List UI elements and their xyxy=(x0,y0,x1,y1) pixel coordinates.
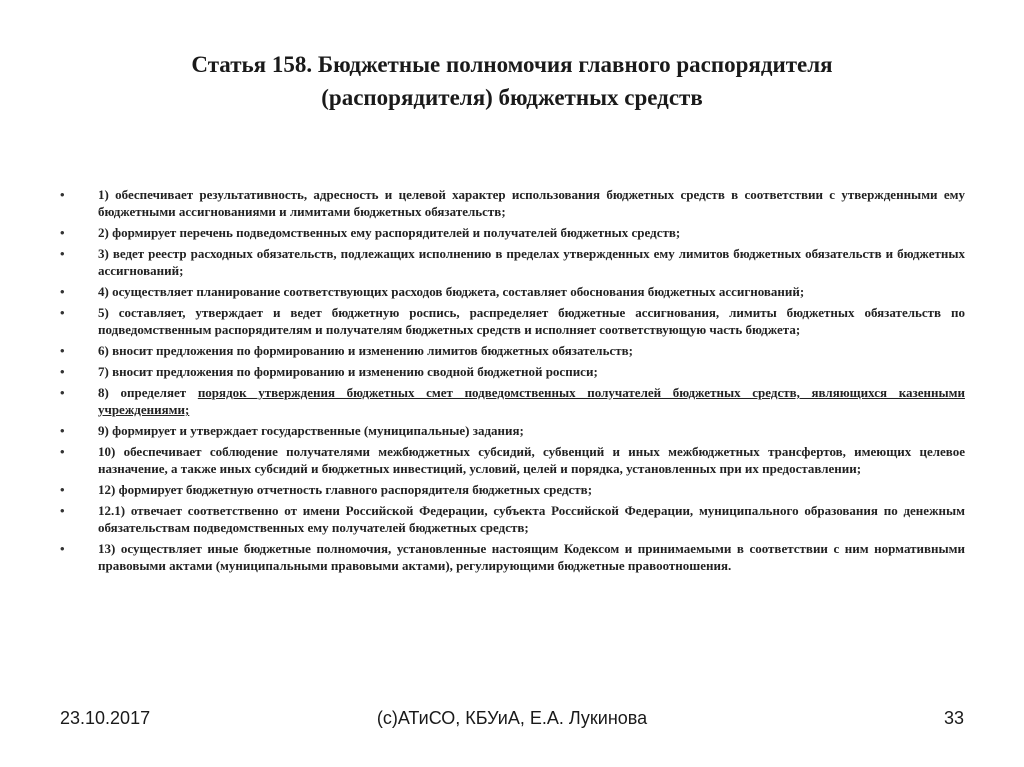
bullet-icon: • xyxy=(60,343,65,358)
list-item-text: 9) формирует и утверждает государственные (муниципальные) задания; xyxy=(98,423,524,438)
bullet-icon: • xyxy=(60,482,65,497)
list-item xyxy=(60,502,965,536)
list-item-prefix: 8) определяет xyxy=(98,385,198,400)
bullet-icon: • xyxy=(60,225,65,240)
list-item xyxy=(60,443,965,477)
list-item-text: 6) вносит предложения по формированию и изменению лимитов бюджетных обязательств; xyxy=(98,343,633,358)
list-item xyxy=(60,481,965,498)
list-item-text: 3) ведет реестр расходных обязательств, подлежащих исполнению в пределах утвержденных ему лимитов бюджетных обязательств и бюджетных ассигнований; xyxy=(98,246,965,278)
list-item xyxy=(60,363,965,380)
bullet-icon: • xyxy=(60,444,65,459)
bullet-icon: • xyxy=(60,284,65,299)
bullet-icon: • xyxy=(60,305,65,320)
footer-author: (с)АТиСО, КБУиА, Е.А. Лукинова xyxy=(376,708,648,728)
list-item xyxy=(60,224,965,241)
underlined-text: порядок утверждения бюджетных смет подведомственных получателей бюджетных средств, являющихся казенными учреждениями; xyxy=(98,385,965,417)
list-item-text: 10) обеспечивает соблюдение получателями межбюджетных субсидий, субвенций и иных межбюджетных трансфертов, имеющих целевое назначение, а также иных субсидий и бюджетных инвестиций, условий, целей и порядка, установленных при их предоставлении; xyxy=(98,444,965,476)
list-item-text: 1) обеспечивает результативность, адресность и целевой характер использования бюджетных средств в соответствии с утвержденными ему бюджетными ассигнованиями и лимитами бюджетных обязательств; xyxy=(98,187,965,219)
bullet-icon: • xyxy=(60,503,65,518)
list-item-text: 12) формирует бюджетную отчетность главного распорядителя бюджетных средств; xyxy=(98,482,593,497)
powers-list xyxy=(60,186,965,578)
page-number: 33 xyxy=(943,708,964,728)
bullet-icon: • xyxy=(60,423,65,438)
list-item xyxy=(60,384,965,418)
bullet-icon: • xyxy=(60,541,65,556)
list-item-text: 5) составляет, утверждает и ведет бюджетную роспись, распределяет бюджетные ассигнования, лимиты бюджетных обязательств по подведомственным распорядителям и получателям бюджетных средств и исполняет соответствующую часть бюджета; xyxy=(98,305,965,337)
bullet-icon: • xyxy=(60,187,65,202)
list-item xyxy=(60,342,965,359)
list-item xyxy=(60,245,965,279)
list-item-text: 4) осуществляет планирование соответствующих расходов бюджета, составляет обоснования бюджетных ассигнований; xyxy=(98,284,805,299)
list-item xyxy=(60,283,965,300)
bullet-icon: • xyxy=(60,246,65,261)
slide-title-line-1: Статья 158. Бюджетные полномочия главного распорядителя xyxy=(191,52,833,77)
slide-title-line-2: (распорядителя) бюджетных средств xyxy=(321,85,703,110)
list-item xyxy=(60,540,965,574)
list-item xyxy=(60,304,965,338)
list-item-text: 13) осуществляет иные бюджетные полномочия, установленные настоящим Кодексом и принимаемыми в соответствии с ним нормативными правовыми актами (муниципальными правовыми актами), регулирующими бюджетные правоотношения. xyxy=(98,541,965,573)
list-item xyxy=(60,422,965,439)
bullet-icon: • xyxy=(60,385,65,400)
slide-title xyxy=(60,48,964,114)
list-item xyxy=(60,186,965,220)
list-item-text: 12.1) отвечает соответственно от имени Российской Федерации, субъекта Российской Федерации, муниципального образования по денежным обязательствам подведомственных ему получателей бюджетных средств; xyxy=(98,503,965,535)
list-item-text: 2) формирует перечень подведомственных ему распорядителей и получателей бюджетных средств; xyxy=(98,225,681,240)
footer-date: 23.10.2017 xyxy=(60,708,151,728)
bullet-icon: • xyxy=(60,364,65,379)
list-item-text: 7) вносит предложения по формированию и изменению сводной бюджетной росписи; xyxy=(98,364,598,379)
